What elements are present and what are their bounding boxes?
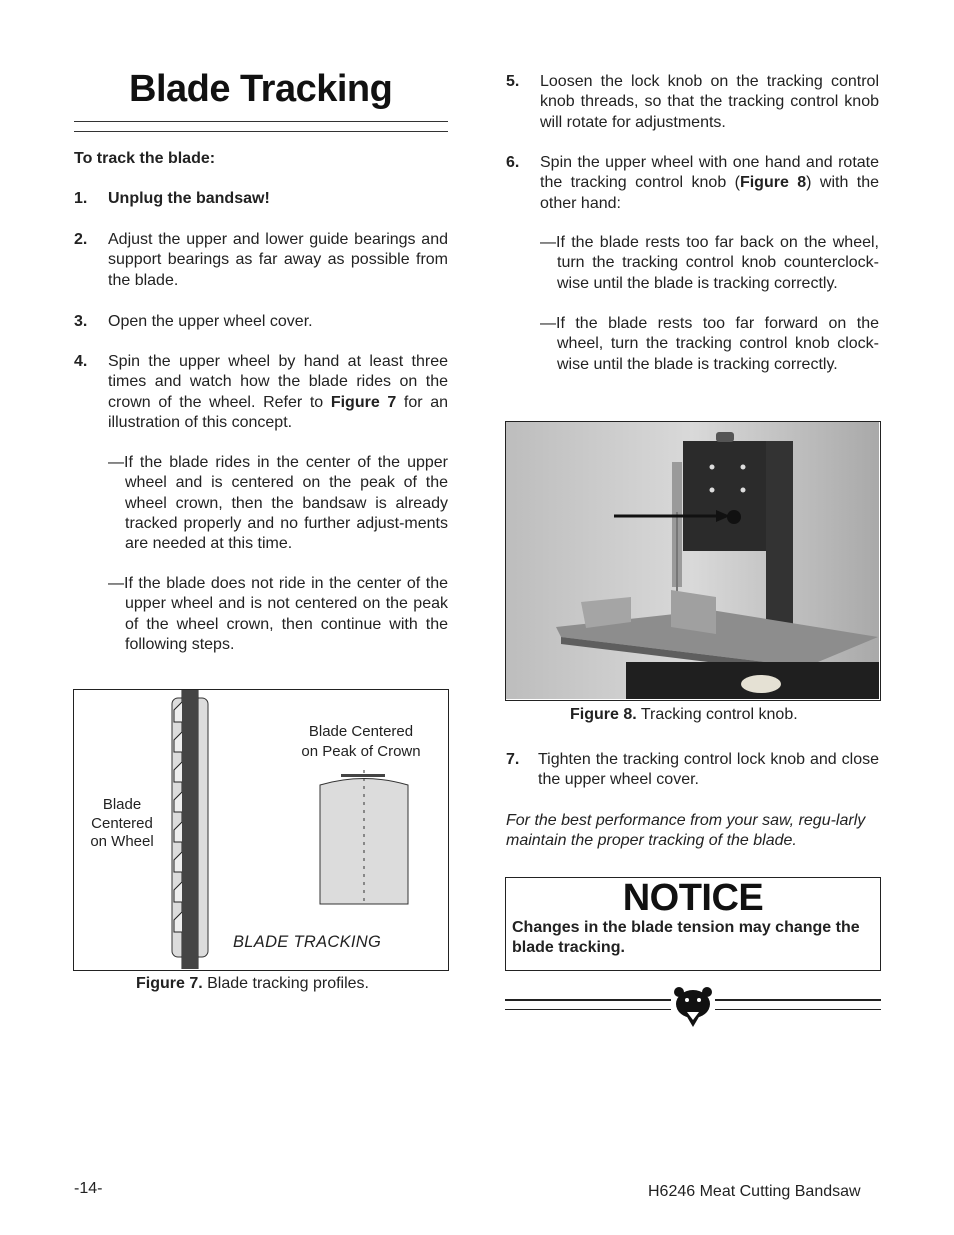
step-text-after: for an illustration of this concept.	[108, 393, 449, 431]
wheel-label-line: Blade	[102, 796, 142, 813]
step-text-before: Spin the upper wheel by hand at least three times and watch how the blade rides on the crown of the wheel. Refer to	[108, 353, 448, 411]
step-7	[506, 750, 879, 794]
tracking-control-knob	[727, 510, 741, 524]
sub-point-too-far-back: —If the blade rests too far back on the wheel, turn the tracking control knob counterclock-wise until the blade is tracking correctly.	[540, 234, 879, 292]
step-text	[108, 352, 448, 433]
notice-text: Changes in the blade tension may change the blade tracking.	[512, 919, 860, 956]
page-number: -14-	[74, 1180, 103, 1197]
blade-centered-on-wheel	[182, 690, 198, 969]
crown-label	[281, 722, 441, 761]
sub-point-not-centered: —If the blade does not ride in the center of the upper wheel and is not centered on the peak of the wheel crown, then continue with the following steps.	[108, 575, 448, 653]
maintenance-note: For the best performance from your saw, regu-larly maintain the proper tracking of the blade.	[506, 812, 866, 850]
step-number: 2.	[74, 231, 88, 248]
step-3	[74, 312, 448, 334]
diagram-inner-title: BLADE TRACKING	[233, 933, 382, 951]
title-rule-bottom	[74, 131, 448, 132]
caption-label: Figure 7.	[136, 975, 203, 992]
figure-7-reference: Figure 7	[330, 393, 397, 411]
step-number: 6.	[506, 154, 520, 171]
step-number: 4.	[74, 353, 88, 370]
notice-box	[505, 877, 881, 971]
step-text: Tighten the tracking control lock knob and close the upper wheel cover.	[538, 751, 879, 789]
crown-label-line: on Peak of Crown	[301, 742, 421, 760]
step-text: Open the upper wheel cover.	[108, 313, 313, 330]
figure-8-caption	[570, 706, 798, 724]
step-5	[506, 72, 879, 136]
wheel-label-line: on Wheel	[90, 833, 154, 851]
step-number: 5.	[506, 73, 520, 90]
page-title: Blade Tracking	[129, 68, 393, 110]
sub-point-centered: —If the blade rides in the center of the upper wheel and is centered on the peak of the wheel crown, then the bandsaw is already tracked properly and no further adjust-ments are needed at this time.	[108, 454, 448, 553]
step-text	[540, 153, 879, 214]
procedure-lead: To track the blade:	[74, 150, 216, 167]
notice-title: NOTICE	[622, 877, 764, 919]
step-1	[74, 189, 448, 211]
crown-label-line: Blade Centered	[308, 723, 414, 740]
wheel-label-line: Centered	[91, 814, 153, 832]
step-text: Adjust the upper and lower guide bearings and support bearings as far away as possible from the blade.	[108, 231, 448, 289]
base-knob	[741, 675, 781, 693]
figure-8-photo	[505, 421, 881, 701]
caption-text: Blade tracking profiles.	[202, 975, 369, 992]
crown-profile	[320, 779, 408, 905]
tension-knob	[716, 432, 734, 442]
blade-on-crown-peak	[341, 774, 385, 777]
step-4	[74, 352, 448, 436]
step-6	[506, 153, 879, 217]
step-text: Unplug the bandsaw!	[108, 190, 270, 207]
caption-label: Figure 8.	[570, 706, 637, 723]
section-divider	[505, 984, 881, 1028]
sub-point-too-far-forward: —If the blade rests too far forward on the wheel, turn the tracking control knob clock-wise until the blade is tracking correctly.	[540, 315, 879, 373]
step-text-before: Spin the upper wheel with one hand and rotate the tracking control knob (	[540, 154, 879, 192]
step-2	[74, 230, 448, 294]
fence-right	[671, 590, 716, 634]
figure-8-reference: Figure 8	[739, 174, 807, 192]
bear-logo-icon	[673, 984, 713, 1028]
step-text: Loosen the lock knob on the tracking control knob threads, so that the tracking control knob will rotate for adjustments.	[540, 73, 879, 131]
step-number: 3.	[74, 313, 88, 330]
step-number: 1.	[74, 190, 88, 207]
footer-model: H6246 Meat Cutting Bandsaw	[648, 1183, 861, 1200]
bandsaw-photo-illustration	[506, 422, 879, 699]
title-rule-top	[74, 121, 448, 122]
figure-7-caption	[136, 975, 369, 993]
step-number: 7.	[506, 751, 520, 768]
step-text-after: ) with the other hand:	[540, 174, 879, 212]
figure-7-box	[73, 689, 449, 971]
wheel-label	[74, 796, 170, 852]
caption-text: Tracking control knob.	[636, 706, 798, 723]
